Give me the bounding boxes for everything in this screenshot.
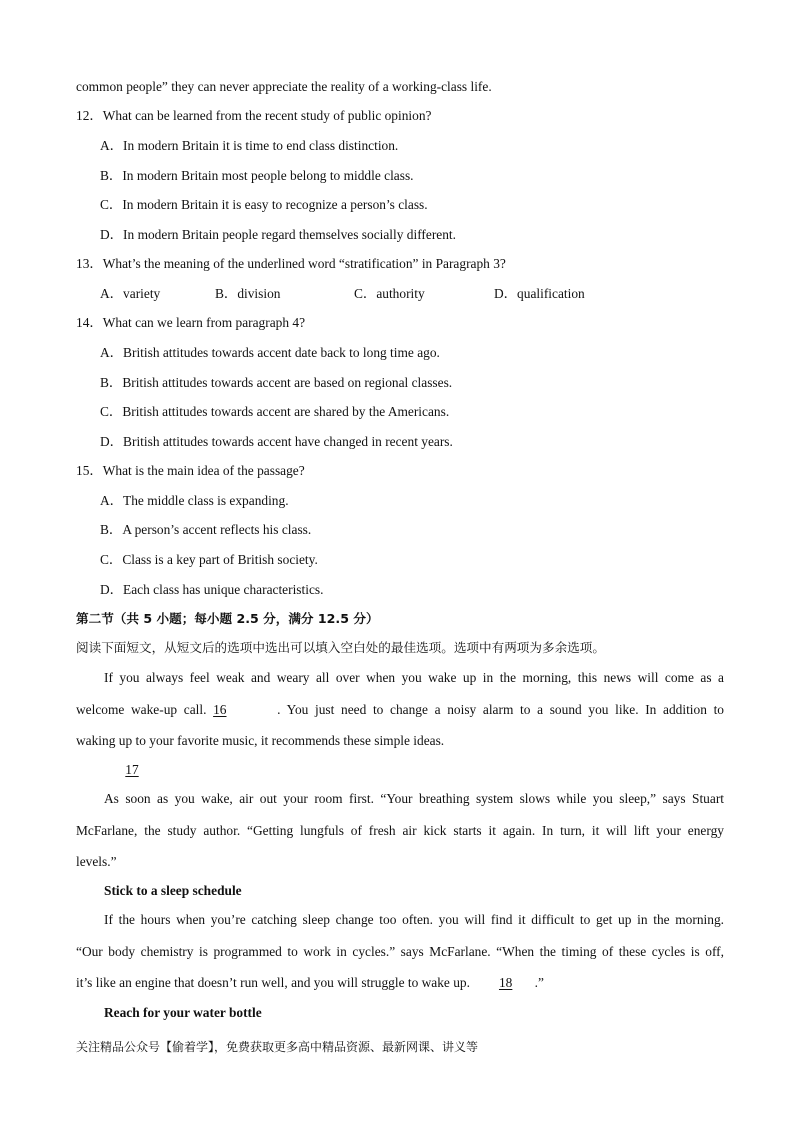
passage-p3-line3-start: it’s like an engine that doesn’t run well, and you will struggle to wake up. (76, 975, 470, 990)
passage-p1-line1: If you always feel weak and weary all over when you wake up in the morning, this news will come as a (104, 670, 724, 685)
subheading-sleep-schedule: Stick to a sleep schedule (104, 883, 242, 898)
question-15-option-d: D．Each class has unique characteristics. (100, 582, 324, 597)
question-14-option-a: A．British attitudes towards accent date back to long time ago. (100, 345, 440, 360)
passage-p1-line2-end: . You just need to change a noisy alarm to a sound you like. In addition to (277, 702, 724, 717)
passage-p2-line1: As soon as you wake, air out your room first. “Your breathing system slows while you sleep,” says Stuart (104, 791, 724, 806)
question-15-option-c: C．Class is a key part of British society. (100, 552, 318, 567)
question-13-stem: 13．What’s the meaning of the underlined word “stratification” in Paragraph 3? (76, 256, 506, 271)
question-12-option-c: C．In modern Britain it is easy to recognize a person’s class. (100, 197, 428, 212)
question-14-option-d: D．British attitudes towards accent have changed in recent years. (100, 434, 453, 449)
passage-p2-line3: levels.” (76, 854, 117, 869)
question-12-stem: 12．What can be learned from the recent study of public opinion? (76, 108, 432, 123)
blank-16: 16 (213, 702, 227, 717)
question-12-option-d: D．In modern Britain people regard themselves socially different. (100, 227, 456, 242)
question-13-option-b: B．division (215, 286, 281, 301)
passage-p1-line2 (76, 701, 724, 719)
question-15-option-b: B．A person’s accent reflects his class. (100, 522, 312, 537)
passage-p1-line3: waking up to your favorite music, it recommends these simple ideas. (76, 733, 445, 748)
passage-p2-line2: McFarlane, the study author. “Getting lungfuls of fresh air kick starts it again. In turn, it will lift your energy (76, 823, 724, 838)
question-14-option-c: C．British attitudes towards accent are shared by the Americans. (100, 404, 450, 419)
subheading-water-bottle: Reach for your water bottle (104, 1005, 262, 1020)
footer-note: 关注精品公众号【偷着学】，免费获取更多高中精品资源、最新网课、讲义等 (76, 1040, 479, 1054)
blank-17: 17 (125, 762, 139, 777)
question-14-stem: 14．What can we learn from paragraph 4? (76, 315, 306, 330)
passage-p3-line1: If the hours when you’re catching sleep change too often. you will find it difficult to get up in the morning. (104, 912, 724, 927)
passage-continuation: common people” they can never appreciate the reality of a working-class life. (76, 79, 492, 94)
passage-p1-line2-start: welcome wake-up call. (76, 702, 207, 717)
question-12-option-b: B．In modern Britain most people belong to middle class. (100, 168, 414, 183)
question-13-option-c: C．authority (354, 286, 425, 301)
question-15-option-a: A．The middle class is expanding. (100, 493, 289, 508)
passage-p3-line2: “Our body chemistry is programmed to work in cycles.” says McFarlane. “When the timing of these cycles is off, (76, 944, 724, 959)
passage-p3-line3 (76, 974, 724, 992)
passage-p3-line3-end: .” (534, 975, 544, 990)
question-14-option-b: B．British attitudes towards accent are based on regional classes. (100, 375, 453, 390)
section-heading: 第二节（共 5 小题；每小题 2.5 分，满分 12.5 分） (76, 611, 379, 626)
question-13-option-d: D．qualification (494, 286, 585, 301)
question-13-option-a: A．variety (100, 286, 161, 301)
question-12-option-a: A．In modern Britain it is time to end class distinction. (100, 138, 399, 153)
blank-18: 18 (498, 975, 513, 990)
section-instruction: 阅读下面短文，从短文后的选项中选出可以填入空白处的最佳选项。选项中有两项为多余选项。 (76, 640, 605, 655)
question-15-stem: 15．What is the main idea of the passage? (76, 463, 305, 478)
blank-17-line (104, 761, 752, 779)
question-13-options (100, 285, 740, 303)
